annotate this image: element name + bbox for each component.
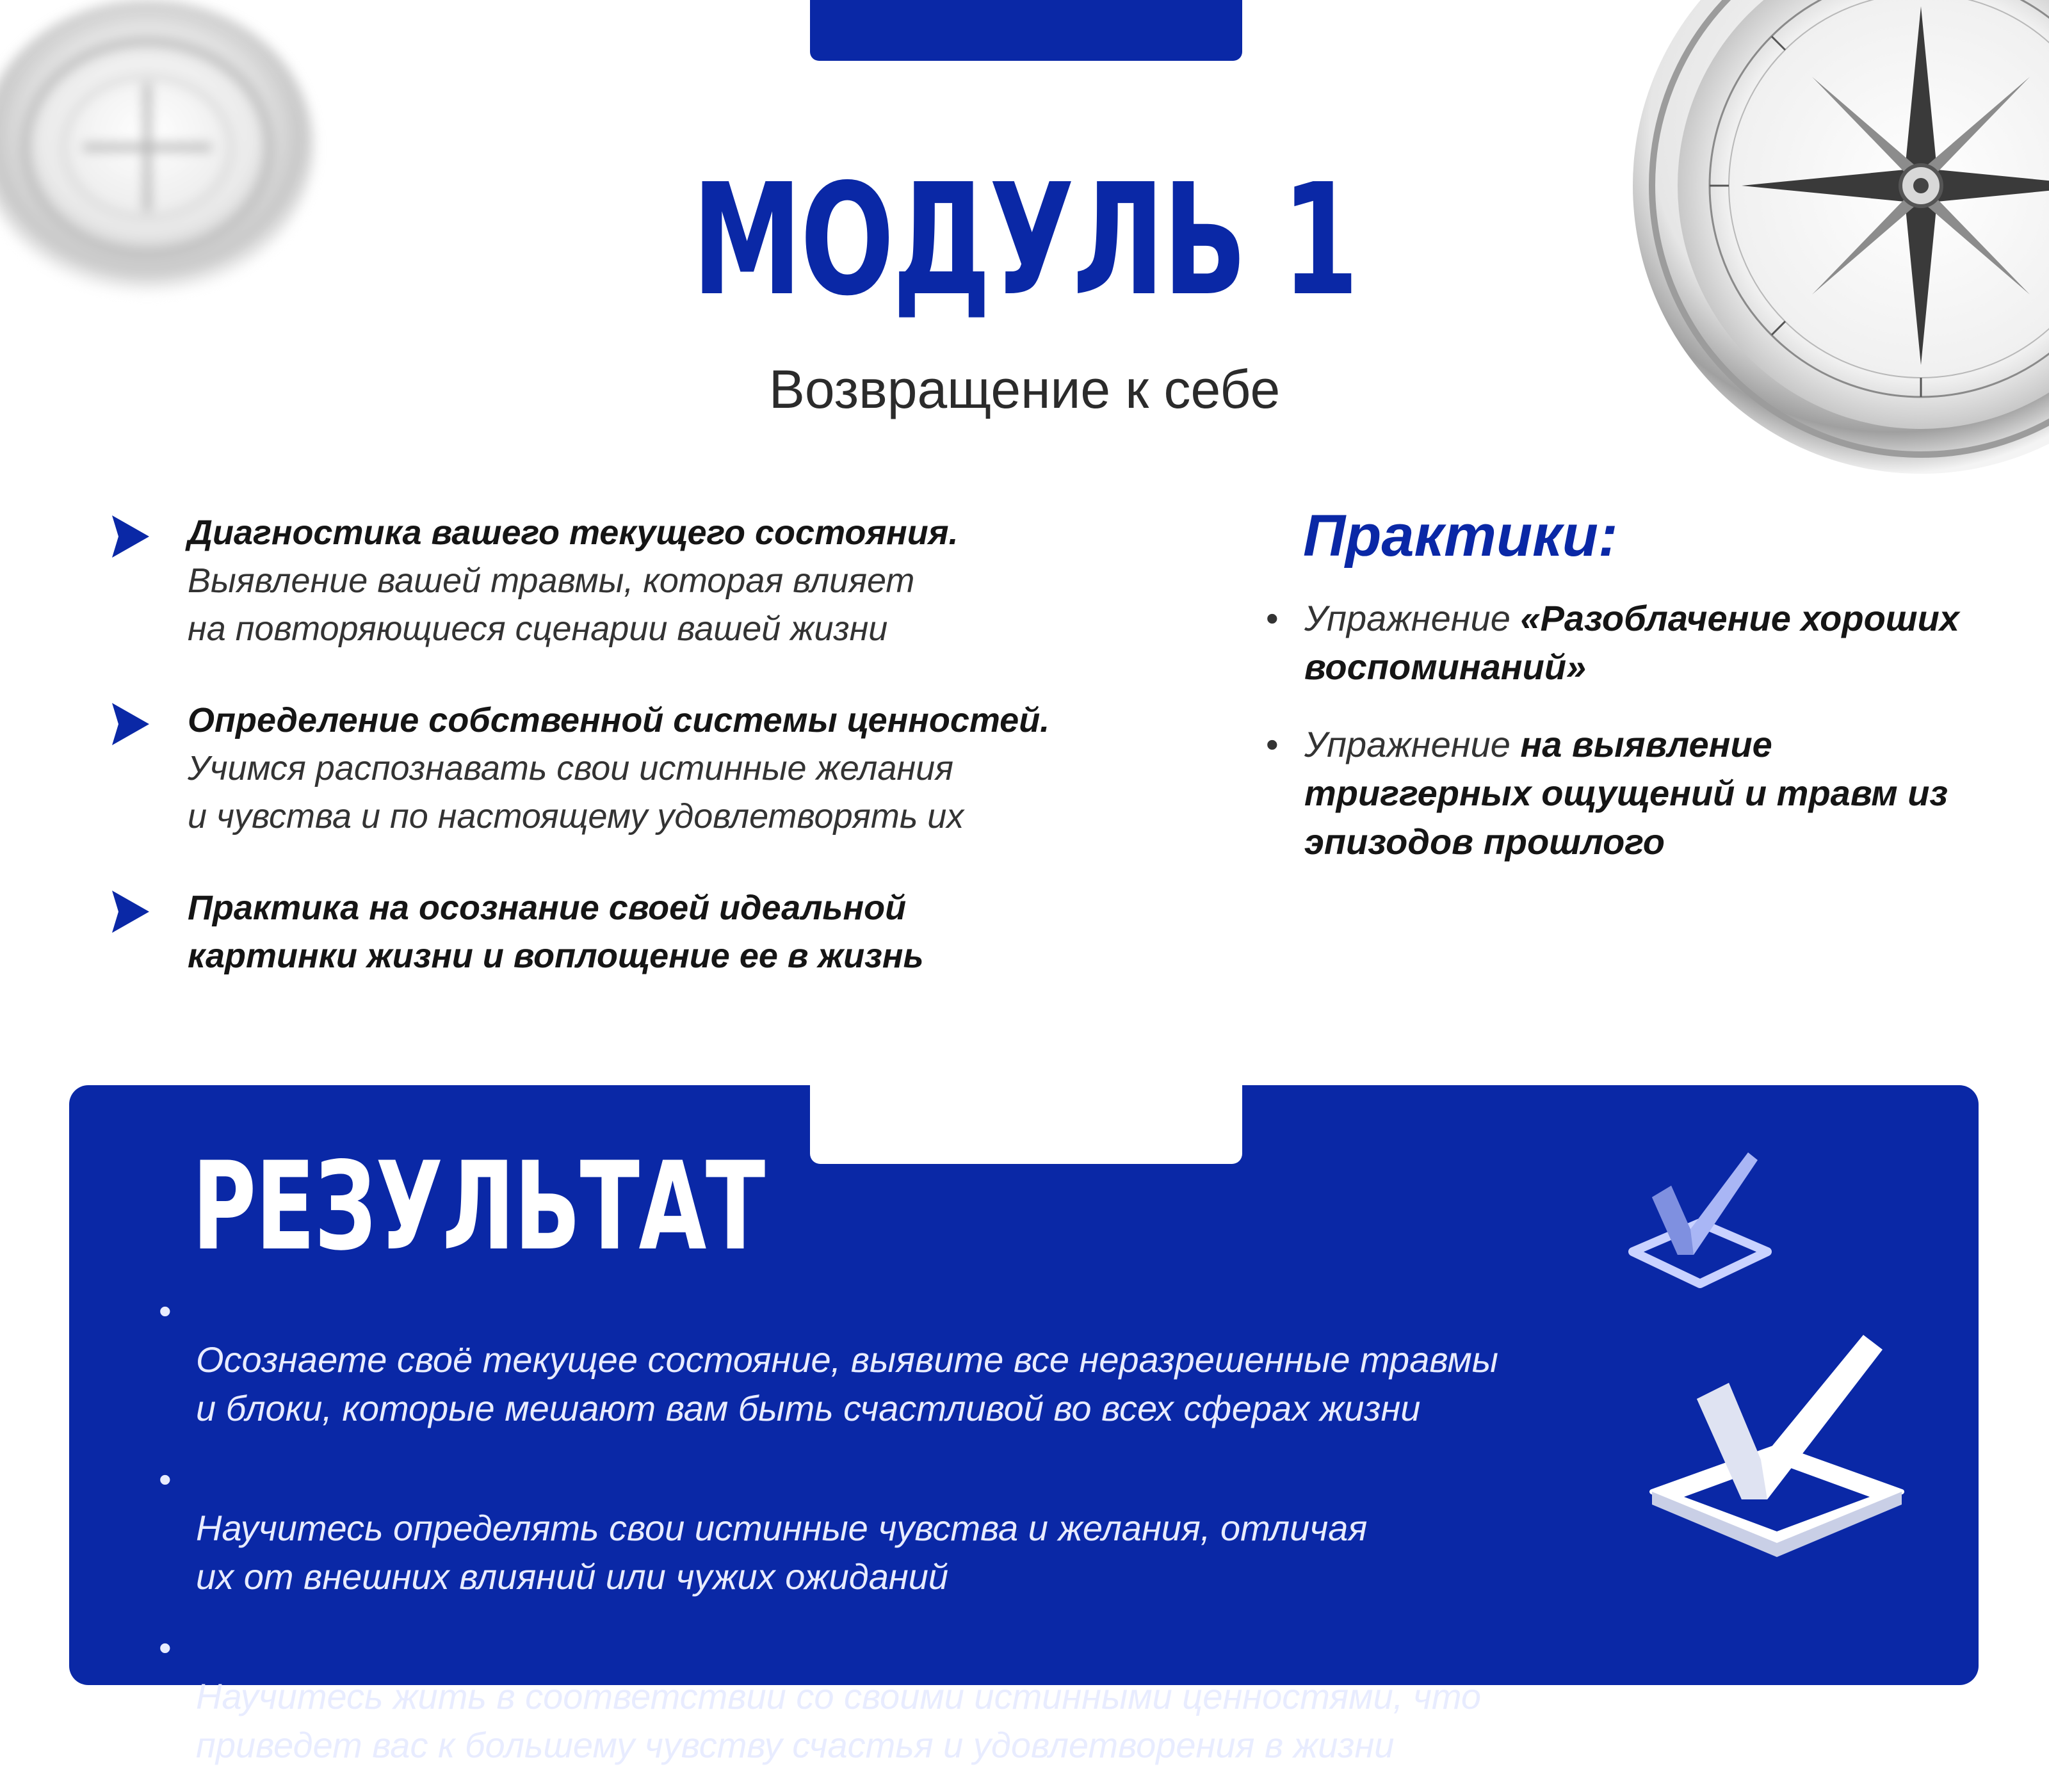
play-triangle-icon xyxy=(112,703,149,745)
result-text: Научитесь определять свои истинные чувства и желания, отличая их от внешних влияний или чужих ожиданий xyxy=(196,1508,1368,1597)
checkmark-box-icon xyxy=(1626,1146,1774,1293)
play-triangle-icon xyxy=(112,891,149,933)
practice-item xyxy=(1265,594,2001,691)
bullet-icon: • xyxy=(1266,724,1279,764)
topic-item xyxy=(112,884,1201,980)
practices-section xyxy=(1265,503,2001,895)
result-item xyxy=(159,1624,1728,1770)
topic-heading: Практика на осознание своей идеальной картинки жизни и воплощение ее в жизнь xyxy=(188,889,924,975)
result-text: Научитесь жить в соответствии со своими истинными ценностями, что приведет вас к большему чувству счастья и удовлетворения в жизни xyxy=(196,1676,1481,1765)
topic-heading: Диагностика вашего текущего состояния. xyxy=(188,513,959,552)
topic-item xyxy=(112,509,1201,653)
result-text: Осознаете своё текущее состояние, выявите все неразрешенные травмы и блоки, которые мешают вам быть счастливой во всех сферах жизни xyxy=(196,1339,1498,1428)
play-triangle-icon xyxy=(112,515,149,558)
panel-notch xyxy=(810,1056,1242,1164)
top-accent-tab xyxy=(810,0,1242,61)
checkmark-box-icon xyxy=(1646,1332,1908,1575)
practice-prefix: Упражнение xyxy=(1304,598,1521,638)
topics-list xyxy=(112,509,1201,1024)
practices-title: Практики: xyxy=(1303,503,1618,569)
result-item xyxy=(159,1287,1728,1433)
module-title: МОДУЛЬ 1 xyxy=(692,150,1357,330)
result-list xyxy=(159,1287,1728,1792)
practice-name: «Разоблачение хороших воспоминаний» xyxy=(1304,598,1959,687)
practices-list xyxy=(1265,594,2001,866)
practice-prefix: Упражнение xyxy=(1304,724,1521,764)
bullet-icon: • xyxy=(159,1291,172,1331)
topic-item xyxy=(112,697,1201,841)
bullet-icon: • xyxy=(1266,598,1279,638)
practice-name: на выявление триггерных ощущений и травм из эпизодов прошлого xyxy=(1304,724,1948,862)
module-subtitle: Возвращение к себе xyxy=(768,359,1281,419)
topic-description: Выявление вашей травмы, которая влияет на повторяющиеся сценарии вашей жизни xyxy=(188,561,915,648)
practice-item xyxy=(1265,720,2001,866)
result-item xyxy=(159,1455,1728,1601)
bullet-icon: • xyxy=(159,1459,172,1499)
result-title: РЕЗУЛЬТАТ xyxy=(192,1136,765,1277)
topic-description: Учимся распознавать свои истинные желания и чувства и по настоящему удовлетворять их xyxy=(188,749,964,835)
topic-heading: Определение собственной системы ценностей. xyxy=(188,701,1050,739)
bullet-icon: • xyxy=(159,1627,172,1668)
